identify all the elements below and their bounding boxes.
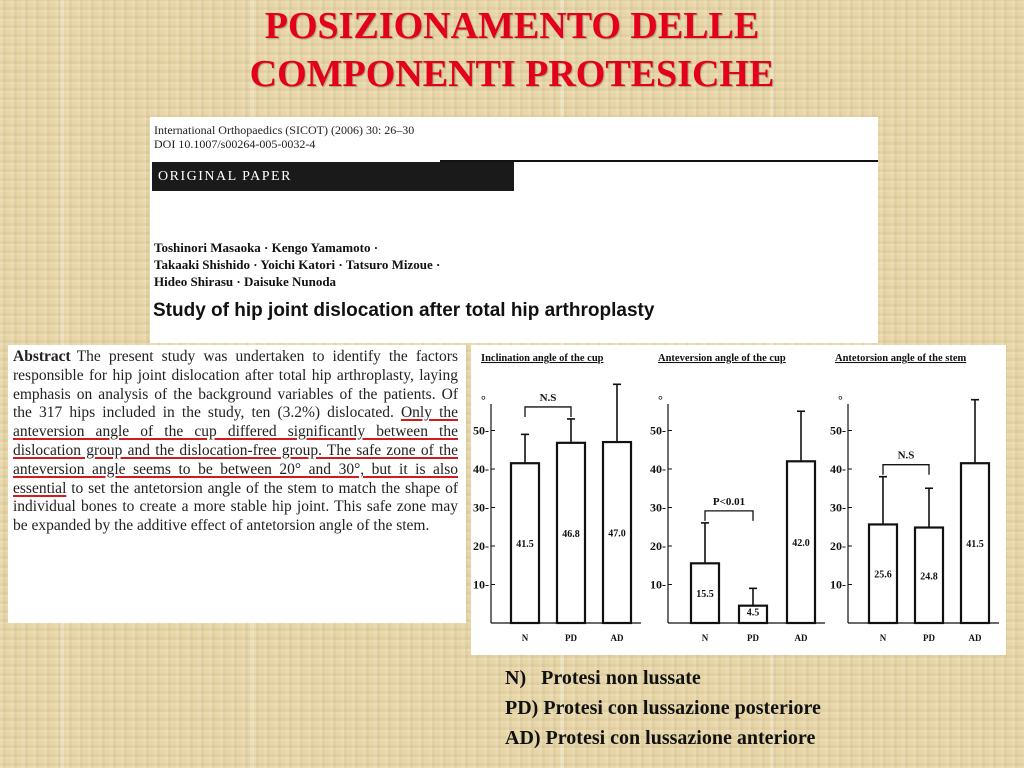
chart-1-category-PD: PD <box>565 633 577 643</box>
section-badge: ORIGINAL PAPER <box>152 162 514 191</box>
chart-3-y-unit: ° <box>838 393 843 407</box>
authors-line-2: Takaaki Shishido · Yoichi Katori · Tatsuro Mizoue · <box>154 257 441 272</box>
chart-2-tick-label-10: 10- <box>650 577 666 592</box>
chart-2-tick-label-50: 50- <box>650 423 666 438</box>
bar-charts-panel <box>471 345 1006 655</box>
journal-line-2: DOI 10.1007/s00264-005-0032-4 <box>154 137 316 151</box>
slide-title-line-2: COMPONENTI PROTESICHE <box>249 53 775 95</box>
journal-line-1: International Orthopaedics (SICOT) (2006) 30: 26–30 <box>154 123 415 137</box>
bar-charts-svg <box>471 345 1006 655</box>
chart-1-category-N: N <box>521 633 529 643</box>
chart-2-category-PD: PD <box>747 633 759 643</box>
chart-1-y-unit: ° <box>481 393 486 407</box>
legend-ad: AD) Protesi con lussazione anteriore <box>505 727 816 749</box>
paper-header-image <box>150 117 878 343</box>
slide-title <box>0 2 1024 98</box>
chart-1-significance-label: N.S <box>539 391 557 404</box>
chart-2-significance-bracket <box>705 511 753 521</box>
chart-1-tick-label-50: 50- <box>473 423 489 438</box>
chart-3-value-label-PD: 24.8 <box>920 571 938 583</box>
chart-3-tick-label-30: 30- <box>830 500 846 515</box>
chart-2-category-AD: AD <box>794 633 808 643</box>
author-list <box>154 239 440 290</box>
chart-3-value-label-N: 25.6 <box>874 569 892 581</box>
chart-3-category-AD: AD <box>968 633 982 643</box>
authors-line-3: Hideo Shirasu · Daisuke Nunoda <box>154 274 337 289</box>
abstract-label: Abstract <box>13 348 71 365</box>
chart-2-category-N: N <box>701 633 709 643</box>
journal-citation <box>154 123 414 151</box>
chart-1-value-label-N: 41.5 <box>516 539 534 551</box>
chart-3-significance-label: N.S <box>897 449 915 462</box>
chart-1-title: Inclination angle of the cup <box>481 353 604 364</box>
chart-1-tick-label-40: 40- <box>473 462 489 476</box>
chart-2-value-label-PD: 4.5 <box>746 607 760 619</box>
chart-2-value-label-N: 15.5 <box>696 589 714 601</box>
chart-3-title: Antetorsion angle of the stem <box>835 353 967 364</box>
chart-2-tick-label-30: 30- <box>650 500 666 515</box>
chart-1-significance-bracket <box>525 407 571 417</box>
chart-2-value-label-AD: 42.0 <box>792 538 810 550</box>
chart-2-tick-label-20: 20- <box>650 539 666 553</box>
chart-2-significance-label: P<0.01 <box>712 495 746 508</box>
chart-3-category-PD: PD <box>923 633 935 643</box>
chart-2-title: Anteversion angle of the cup <box>658 353 786 364</box>
chart-1-value-label-AD: 47.0 <box>608 528 626 540</box>
abstract-highlight: Only the anteversion angle of the cup differed significantly between the dislocation group and the dislocation-free group. The safe zone of the anteversion angle seems to be between 20° and 30°, but it is also essential <box>13 404 459 497</box>
abstract-block <box>8 345 466 623</box>
abstract-text-end: to set the antetorsion angle of the stem to match the shape of individual bones to create a more stable hip joint. This safe zone may be expanded by the additive effect of antetorsion angle of the stem. <box>13 479 458 535</box>
chart-2-tick-label-40: 40- <box>650 462 666 476</box>
chart-1-tick-label-30: 30- <box>473 500 489 515</box>
legend-n: N) Protesi non lussate <box>505 667 701 689</box>
paper-title: Study of hip joint dislocation after total hip arthroplasty <box>153 300 655 321</box>
chart-3-value-label-AD: 41.5 <box>966 539 984 551</box>
chart-1-value-label-PD: 46.8 <box>562 528 580 540</box>
group-legend <box>505 663 821 753</box>
chart-3-tick-label-10: 10- <box>830 577 846 592</box>
chart-1-category-AD: AD <box>610 633 624 643</box>
authors-line-1: Toshinori Masaoka · Kengo Yamamoto · <box>154 240 379 255</box>
chart-3-tick-label-40: 40- <box>830 462 846 476</box>
chart-1-tick-label-20: 20- <box>473 539 489 553</box>
legend-pd: PD) Protesi con lussazione posteriore <box>505 697 821 719</box>
chart-3-category-N: N <box>879 633 887 643</box>
chart-3-tick-label-50: 50- <box>830 423 846 438</box>
chart-2-y-unit: ° <box>658 393 663 407</box>
slide-title-line-1: POSIZIONAMENTO DELLE <box>264 5 760 47</box>
chart-3-significance-bracket <box>883 465 929 475</box>
abstract-text-start: The present study was undertaken to identify the factors responsible for hip joint dislocation after total hip arthroplasty, laying emphasis on analysis of the background variables of the patients. Of the 317 hips included in the study, ten (3.2%) dislocated. <box>13 348 458 422</box>
chart-3-tick-label-20: 20- <box>830 539 846 553</box>
chart-1-tick-label-10: 10- <box>473 577 489 592</box>
